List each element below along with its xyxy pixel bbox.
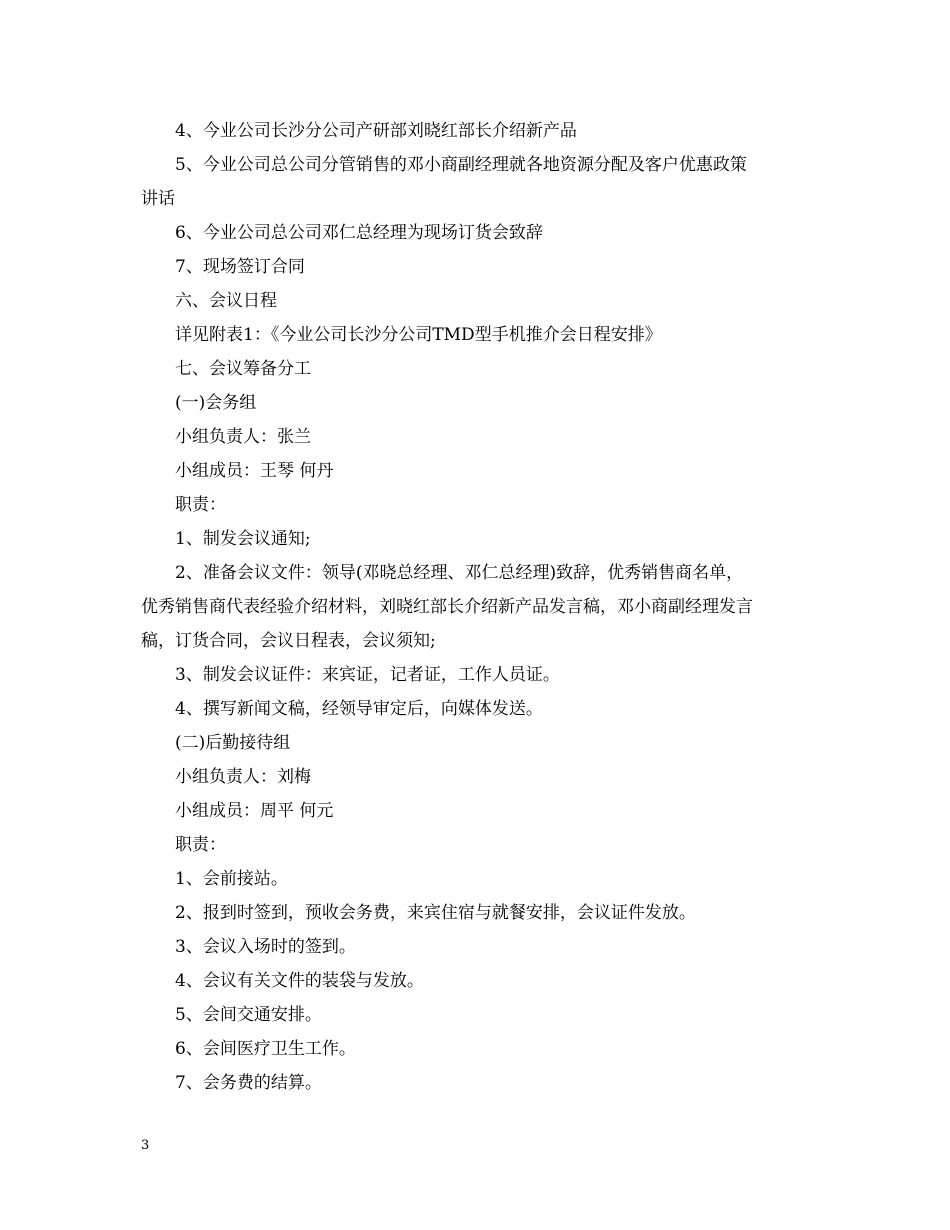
paragraph: 职责：	[175, 835, 226, 855]
list-item: 5、会间交通安排。	[175, 1005, 322, 1025]
list-item: 7、现场签订合同	[175, 257, 305, 277]
list-item: 1、制发会议通知;	[175, 529, 311, 549]
list-item: 4、会议有关文件的装袋与发放。	[175, 971, 424, 991]
list-item: 2、报到时签到，预收会务费，来宾住宿与就餐安排，会议证件发放。	[175, 903, 696, 923]
list-item: 4、撰写新闻文稿，经领导审定后，向媒体发送。	[175, 699, 543, 719]
section-heading: 七、会议筹备分工	[175, 359, 311, 379]
list-item-continuation: 稿，订货合同，会议日程表，会议须知;	[141, 631, 436, 651]
list-item-continuation: 优秀销售商代表经验介绍材料，刘晓红部长介绍新产品发言稿，邓小商副经理发言	[141, 597, 753, 617]
paragraph: 小组成员：周平 何元	[175, 801, 334, 821]
paragraph: 小组成员：王琴 何丹	[175, 461, 334, 481]
paragraph: 小组负责人：刘梅	[175, 767, 311, 787]
section-heading: 六、会议日程	[175, 291, 277, 311]
list-item: 2、准备会议文件：领导(邓晓总经理、邓仁总经理)致辞，优秀销售商名单，	[175, 563, 744, 583]
list-item: 4、今业公司长沙分公司产研部刘晓红部长介绍新产品	[175, 121, 577, 141]
paragraph: 小组负责人：张兰	[175, 427, 311, 447]
subsection-heading: (二)后勤接待组	[175, 733, 291, 753]
list-item: 5、今业公司总公司分管销售的邓小商副经理就各地资源分配及客户优惠政策	[175, 155, 747, 175]
list-item: 6、会间医疗卫生工作。	[175, 1039, 356, 1059]
list-item: 7、会务费的结算。	[175, 1073, 322, 1093]
page-number: 3	[141, 1138, 150, 1153]
list-item: 6、今业公司总公司邓仁总经理为现场订货会致辞	[175, 223, 543, 243]
paragraph: 详见附表1：《今业公司长沙分公司TMD型手机推介会日程安排》	[175, 325, 662, 345]
paragraph: 职责：	[175, 495, 226, 515]
subsection-heading: (一)会务组	[175, 393, 257, 413]
document-body	[141, 114, 813, 1100]
list-item-continuation: 讲话	[141, 189, 175, 209]
list-item: 1、会前接站。	[175, 869, 288, 889]
list-item: 3、会议入场时的签到。	[175, 937, 356, 957]
list-item: 3、制发会议证件：来宾证，记者证，工作人员证。	[175, 665, 560, 685]
